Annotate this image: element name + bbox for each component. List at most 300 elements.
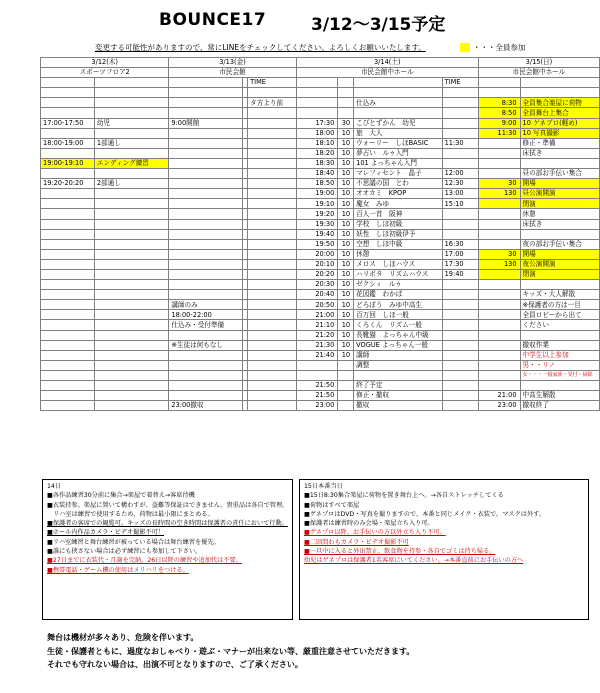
table-cell: 9:00開館 [169, 118, 243, 128]
table-cell: 10 [338, 229, 354, 239]
table-cell [478, 280, 520, 290]
footer-line: 舞台は機材が多々あり、危険を伴います。 [47, 633, 199, 642]
table-cell: 魔女 みゆ [354, 199, 442, 209]
table-cell: 不思議の国 とわ [354, 179, 442, 189]
table-row [41, 320, 600, 330]
table-cell [354, 88, 442, 98]
table-cell: 幼児 [94, 118, 169, 128]
table-cell: 百万回 しほ一般 [354, 310, 442, 320]
table-cell [248, 360, 297, 370]
table-cell: 19:40 [442, 269, 478, 279]
time-header-row [41, 78, 600, 88]
note-line: ■衣装持参。楽屋に置いて構わすが、盗難等保証はできません。貴重品は各自で管理。 [47, 501, 289, 509]
table-cell [478, 360, 520, 370]
note-line: ■ゲネプロはDVD・写真を撮りますので、本番と同じメイク・衣装で。マスクは外す。 [304, 510, 546, 518]
table-row [41, 310, 600, 320]
table-cell [169, 189, 243, 199]
table-cell [169, 330, 243, 340]
table-cell [478, 330, 520, 340]
table-cell: 全員ロビーから出て [520, 310, 599, 320]
table-cell: 夢占い ルゥ入門 [354, 148, 442, 158]
table-cell [94, 229, 169, 239]
table-cell: 百人一首 阪神 [354, 209, 442, 219]
table-cell: 19:50 [296, 239, 338, 249]
table-cell: 19:30 [296, 219, 338, 229]
day-date: 3/14(土) [296, 58, 478, 68]
table-cell: 21:50 [296, 391, 338, 401]
note-line: ■各作品練習30分前に集合→楽屋で着替え→客席待機 [47, 492, 195, 500]
table-cell [296, 370, 338, 380]
line-notice: 変更する可能性がありますので、常にLINEをチェックしてください。よろしくお願いいたします。 [95, 43, 426, 52]
table-cell: 10 [338, 189, 354, 199]
table-cell [169, 128, 243, 138]
table-cell [248, 391, 297, 401]
table-cell: 30 [338, 118, 354, 128]
table-cell: 講師のみ [169, 300, 243, 310]
table-row [41, 179, 600, 189]
table-row [41, 350, 600, 360]
table-row [41, 229, 600, 239]
table-cell: 18:00-19:00 [41, 138, 95, 148]
table-cell [520, 88, 599, 98]
table-cell: 130 [478, 189, 520, 199]
table-cell: メロス しほハウス [354, 259, 442, 269]
table-cell [248, 209, 297, 219]
table-cell [169, 138, 243, 148]
table-cell [169, 360, 243, 370]
table-cell [248, 300, 297, 310]
table-cell [248, 370, 297, 380]
table-cell [478, 290, 520, 300]
note-line: ■二回問わもカメラ・ビデオ撮影不可 [304, 538, 409, 546]
table-cell: 21:40 [296, 350, 338, 360]
table-cell: 21:00 [478, 391, 520, 401]
table-cell: 11:30 [442, 138, 478, 148]
legend-label: ・・・全員参加 [473, 43, 526, 52]
table-cell: 10 [338, 239, 354, 249]
table-cell: 20:10 [296, 259, 338, 269]
table-cell: 昼公演開演 [520, 189, 599, 199]
table-cell [248, 148, 297, 158]
table-cell [478, 239, 520, 249]
table-row [41, 370, 600, 380]
table-cell [442, 320, 478, 330]
table-cell: 17:30 [442, 259, 478, 269]
table-cell [442, 350, 478, 360]
table-row [41, 189, 600, 199]
table-cell [94, 300, 169, 310]
table-cell [338, 78, 354, 88]
table-cell [94, 128, 169, 138]
table-cell: 18:00 [296, 128, 338, 138]
table-row [41, 138, 600, 148]
table-cell [248, 239, 297, 249]
table-cell: 開場 [520, 179, 599, 189]
table-cell: 12:00 [442, 169, 478, 179]
table-cell [442, 330, 478, 340]
table-cell [478, 269, 520, 279]
table-cell [478, 209, 520, 219]
table-cell [442, 98, 478, 108]
table-cell [442, 108, 478, 118]
table-cell [94, 88, 169, 98]
table-cell [354, 370, 442, 380]
table-cell [94, 401, 169, 411]
table-cell: 12:30 [442, 179, 478, 189]
table-row [41, 199, 600, 209]
table-cell: 10 [338, 179, 354, 189]
table-row [41, 330, 600, 340]
table-cell: 10 [338, 138, 354, 148]
table-cell [94, 350, 169, 360]
table-cell [94, 78, 169, 88]
note-line: 幼児はゲネプロは保護者1名客席にいてください。→本番直前にお手伝いの方へ [304, 557, 524, 565]
header-row [41, 58, 600, 68]
table-cell: 20:00 [296, 249, 338, 259]
table-cell [169, 249, 243, 259]
table-cell: キッズ・大人解散 [520, 290, 599, 300]
table-cell: 18:30 [296, 158, 338, 168]
day-venue: 市民会館 [169, 68, 296, 78]
table-cell [41, 108, 95, 118]
table-cell [248, 290, 297, 300]
table-cell [442, 209, 478, 219]
table-cell [248, 138, 297, 148]
table-cell [442, 128, 478, 138]
table-cell: 学校 しほ初級 [354, 219, 442, 229]
table-cell [442, 229, 478, 239]
table-cell [41, 189, 95, 199]
table-cell: 20:40 [296, 290, 338, 300]
table-cell: 10 [338, 290, 354, 300]
table-cell [478, 88, 520, 98]
table-cell [41, 350, 95, 360]
table-cell: 20:30 [296, 280, 338, 290]
table-cell [41, 340, 95, 350]
table-cell: 21:00 [296, 310, 338, 320]
table-cell: 17:00 [442, 249, 478, 259]
table-cell [248, 259, 297, 269]
table-cell: 16:30 [442, 239, 478, 249]
table-cell: 10 [338, 330, 354, 340]
table-cell [338, 370, 354, 380]
table-cell [338, 108, 354, 118]
table-row [41, 239, 600, 249]
table-cell: 休憩 [520, 209, 599, 219]
table-cell [94, 320, 169, 330]
table-cell [41, 199, 95, 209]
note-line: ■荷物はすべて楽屋 [304, 501, 360, 509]
schedule-table [40, 57, 600, 411]
table-cell [169, 350, 243, 360]
table-cell [296, 78, 338, 88]
table-row [41, 360, 600, 370]
table-cell: 10 [338, 310, 354, 320]
table-cell [94, 209, 169, 219]
table-cell: 10 [338, 158, 354, 168]
note-line: ■27日までに衣装代・月謝を完納。26日以降の練習や追加代は不要。 [47, 557, 242, 565]
note-line: ■15日8:30集合楽屋に荷物を置き舞台上へ。→各自ストレッチしてくる [304, 492, 504, 500]
table-cell [354, 78, 442, 88]
note-line: ■ゲネプロ以降、お手伝いの方以外立ち入り不可。 [304, 529, 446, 537]
table-cell: 10 [338, 269, 354, 279]
table-cell [169, 158, 243, 168]
table-cell: 夜の部お手伝い集合 [520, 239, 599, 249]
table-cell [169, 239, 243, 249]
table-cell [442, 310, 478, 320]
footer-warning [47, 631, 414, 672]
table-cell: 休憩 [354, 249, 442, 259]
table-row [41, 158, 600, 168]
table-cell: 10 [338, 280, 354, 290]
header-row [41, 68, 600, 78]
table-cell [41, 391, 95, 401]
table-cell [520, 229, 599, 239]
table-cell: 調整 [354, 360, 442, 370]
table-cell: 修正・準備 [520, 138, 599, 148]
table-cell [41, 148, 95, 158]
table-cell [442, 219, 478, 229]
table-cell [41, 169, 95, 179]
table-cell: 10 [338, 259, 354, 269]
table-cell [94, 381, 169, 391]
table-cell: 長靴猫 よっちゃん中級 [354, 330, 442, 340]
table-cell [248, 320, 297, 330]
table-cell: 9:00 [478, 118, 520, 128]
table-cell [442, 290, 478, 300]
table-cell [41, 209, 95, 219]
table-cell: 18:40 [296, 169, 338, 179]
table-cell: ※保護者の方は一旦 [520, 300, 599, 310]
footer-line: それでも守れない場合は、出演不可となりますので、ご了承ください。 [47, 660, 303, 669]
table-cell: 10 [338, 199, 354, 209]
table-cell [169, 169, 243, 179]
day-date: 3/12(木) [41, 58, 169, 68]
table-cell [248, 128, 297, 138]
table-cell [41, 300, 95, 310]
table-cell: こびとずかん 幼児 [354, 118, 442, 128]
table-cell [169, 98, 243, 108]
table-cell [41, 330, 95, 340]
table-cell: VOGUE よっちゃん一般 [354, 340, 442, 350]
day-date: 3/15(日) [478, 58, 599, 68]
table-row [41, 391, 600, 401]
day-venue: 市民会館中ホール [296, 68, 478, 78]
table-cell [94, 199, 169, 209]
table-cell [442, 381, 478, 391]
table-row [41, 88, 600, 98]
table-cell: 17:00-17:50 [41, 118, 95, 128]
table-row [41, 269, 600, 279]
table-row [41, 280, 600, 290]
table-cell: 終了予定 [354, 381, 442, 391]
table-cell [94, 169, 169, 179]
table-row [41, 381, 600, 391]
table-cell: 妖性 しほ初級伊予 [354, 229, 442, 239]
table-cell [94, 98, 169, 108]
table-cell [248, 88, 297, 98]
table-cell [41, 370, 95, 380]
table-row [41, 300, 600, 310]
table-cell: 15:10 [442, 199, 478, 209]
table-row [41, 148, 600, 158]
table-cell: 20:20 [296, 269, 338, 279]
table-cell: ※生徒は何もなし [169, 340, 243, 350]
table-cell: 21:20 [296, 330, 338, 340]
table-cell [248, 118, 297, 128]
table-cell: 19:10 [296, 199, 338, 209]
table-cell [94, 340, 169, 350]
table-cell: 男・・リノ [520, 360, 599, 370]
table-cell [478, 148, 520, 158]
table-cell: 閉演 [520, 269, 599, 279]
table-cell [94, 108, 169, 118]
table-cell: 10 [338, 169, 354, 179]
table-cell [248, 340, 297, 350]
table-cell [248, 189, 297, 199]
table-cell [478, 310, 520, 320]
table-cell [248, 280, 297, 290]
table-cell [169, 280, 243, 290]
table-cell [354, 108, 442, 118]
table-cell [478, 138, 520, 148]
table-cell: 全員集合楽屋に荷物 [520, 98, 599, 108]
table-cell [94, 269, 169, 279]
table-cell: 10 写真撮影 [520, 128, 599, 138]
table-cell: 19:40 [296, 229, 338, 239]
table-cell: 10 [338, 340, 354, 350]
table-cell: 13:00 [442, 189, 478, 199]
table-cell [248, 381, 297, 391]
table-cell [478, 300, 520, 310]
table-cell: 撤収終了 [520, 401, 599, 411]
table-cell: 床拭き [520, 219, 599, 229]
table-cell: ハリポタ リズムハウス [354, 269, 442, 279]
table-cell: 10 ゲネプロ(軽め) [520, 118, 599, 128]
note-line: ■リハ室練習と舞台練習が被っている場合は舞台練習を優先。 [47, 538, 220, 546]
table-cell [169, 148, 243, 158]
table-cell [41, 98, 95, 108]
table-cell: 花図鑑 わかば [354, 290, 442, 300]
table-cell: 10 [338, 219, 354, 229]
notes-15 [299, 479, 589, 620]
note-line: ■誰にも挟さない場合は必ず練習にも参加して下さい。 [47, 548, 202, 556]
table-cell: 18:00-22:00 [169, 310, 243, 320]
table-cell: 19:00-19:10 [41, 158, 95, 168]
table-row [41, 340, 600, 350]
table-cell [169, 88, 243, 98]
table-row [41, 169, 600, 179]
table-cell [338, 381, 354, 391]
table-cell: 10 [338, 320, 354, 330]
table-cell [94, 249, 169, 259]
table-cell: 1部通し [94, 138, 169, 148]
table-cell [41, 229, 95, 239]
table-cell [248, 219, 297, 229]
table-cell: 中高生解散 [520, 391, 599, 401]
table-cell [41, 219, 95, 229]
table-cell [94, 330, 169, 340]
table-cell [169, 199, 243, 209]
table-cell [41, 360, 95, 370]
day-date: 3/13(金) [169, 58, 296, 68]
table-cell: くろくん リズム一般 [354, 320, 442, 330]
table-cell: 30 [478, 249, 520, 259]
time-label: TIME [248, 78, 297, 88]
table-cell: どろぼう みゆ中高生 [354, 300, 442, 310]
table-cell: ゼクシィ ルゥ [354, 280, 442, 290]
table-cell [478, 340, 520, 350]
note-line: リハ室は練習で使用するため、荷物は最小限にまとめる。 [47, 510, 214, 518]
table-cell [41, 290, 95, 300]
table-cell: 10 [338, 209, 354, 219]
table-cell [442, 370, 478, 380]
table-cell: 全員舞台上集合 [520, 108, 599, 118]
table-cell [248, 179, 297, 189]
table-cell [41, 401, 95, 411]
table-cell [41, 269, 95, 279]
table-row [41, 249, 600, 259]
note-line: ■保護者の客席での観覧可。キッズの長時間の空き時間は保護者の責任において行動。 [47, 520, 288, 528]
table-cell [169, 370, 243, 380]
table-cell: 開場 [520, 249, 599, 259]
table-cell [478, 381, 520, 391]
table-row [41, 128, 600, 138]
table-cell [41, 128, 95, 138]
table-cell [442, 360, 478, 370]
table-cell [478, 169, 520, 179]
table-cell: 18:20 [296, 148, 338, 158]
table-cell [41, 249, 95, 259]
table-cell [478, 320, 520, 330]
table-cell: 旅 大人 [354, 128, 442, 138]
table-cell [94, 360, 169, 370]
table-cell [41, 78, 95, 88]
table-cell [41, 280, 95, 290]
table-cell [169, 108, 243, 118]
table-cell [248, 401, 297, 411]
table-cell [94, 189, 169, 199]
table-cell [478, 219, 520, 229]
table-cell: ウォーリー しほBASIC [354, 138, 442, 148]
table-cell [94, 239, 169, 249]
table-row [41, 118, 600, 128]
table-cell: 21:50 [296, 381, 338, 391]
table-cell [442, 118, 478, 128]
table-cell [442, 300, 478, 310]
table-cell: 修正・撤収 [354, 391, 442, 401]
table-row [41, 401, 600, 411]
table-cell: 仕込み [354, 98, 442, 108]
table-cell: 11:30 [478, 128, 520, 138]
table-cell [296, 98, 338, 108]
table-cell: 23:00 [478, 401, 520, 411]
table-cell [169, 78, 243, 88]
table-cell: エンディング練習 [94, 158, 169, 168]
table-cell [520, 381, 599, 391]
table-cell [169, 219, 243, 229]
table-cell [248, 350, 297, 360]
table-cell: 10 [338, 249, 354, 259]
table-cell [248, 169, 297, 179]
table-cell [520, 78, 599, 88]
table-cell [94, 148, 169, 158]
table-cell [94, 310, 169, 320]
table-cell: 30 [478, 179, 520, 189]
table-cell: 床拭き [520, 148, 599, 158]
table-cell [520, 158, 599, 168]
table-cell [478, 350, 520, 360]
